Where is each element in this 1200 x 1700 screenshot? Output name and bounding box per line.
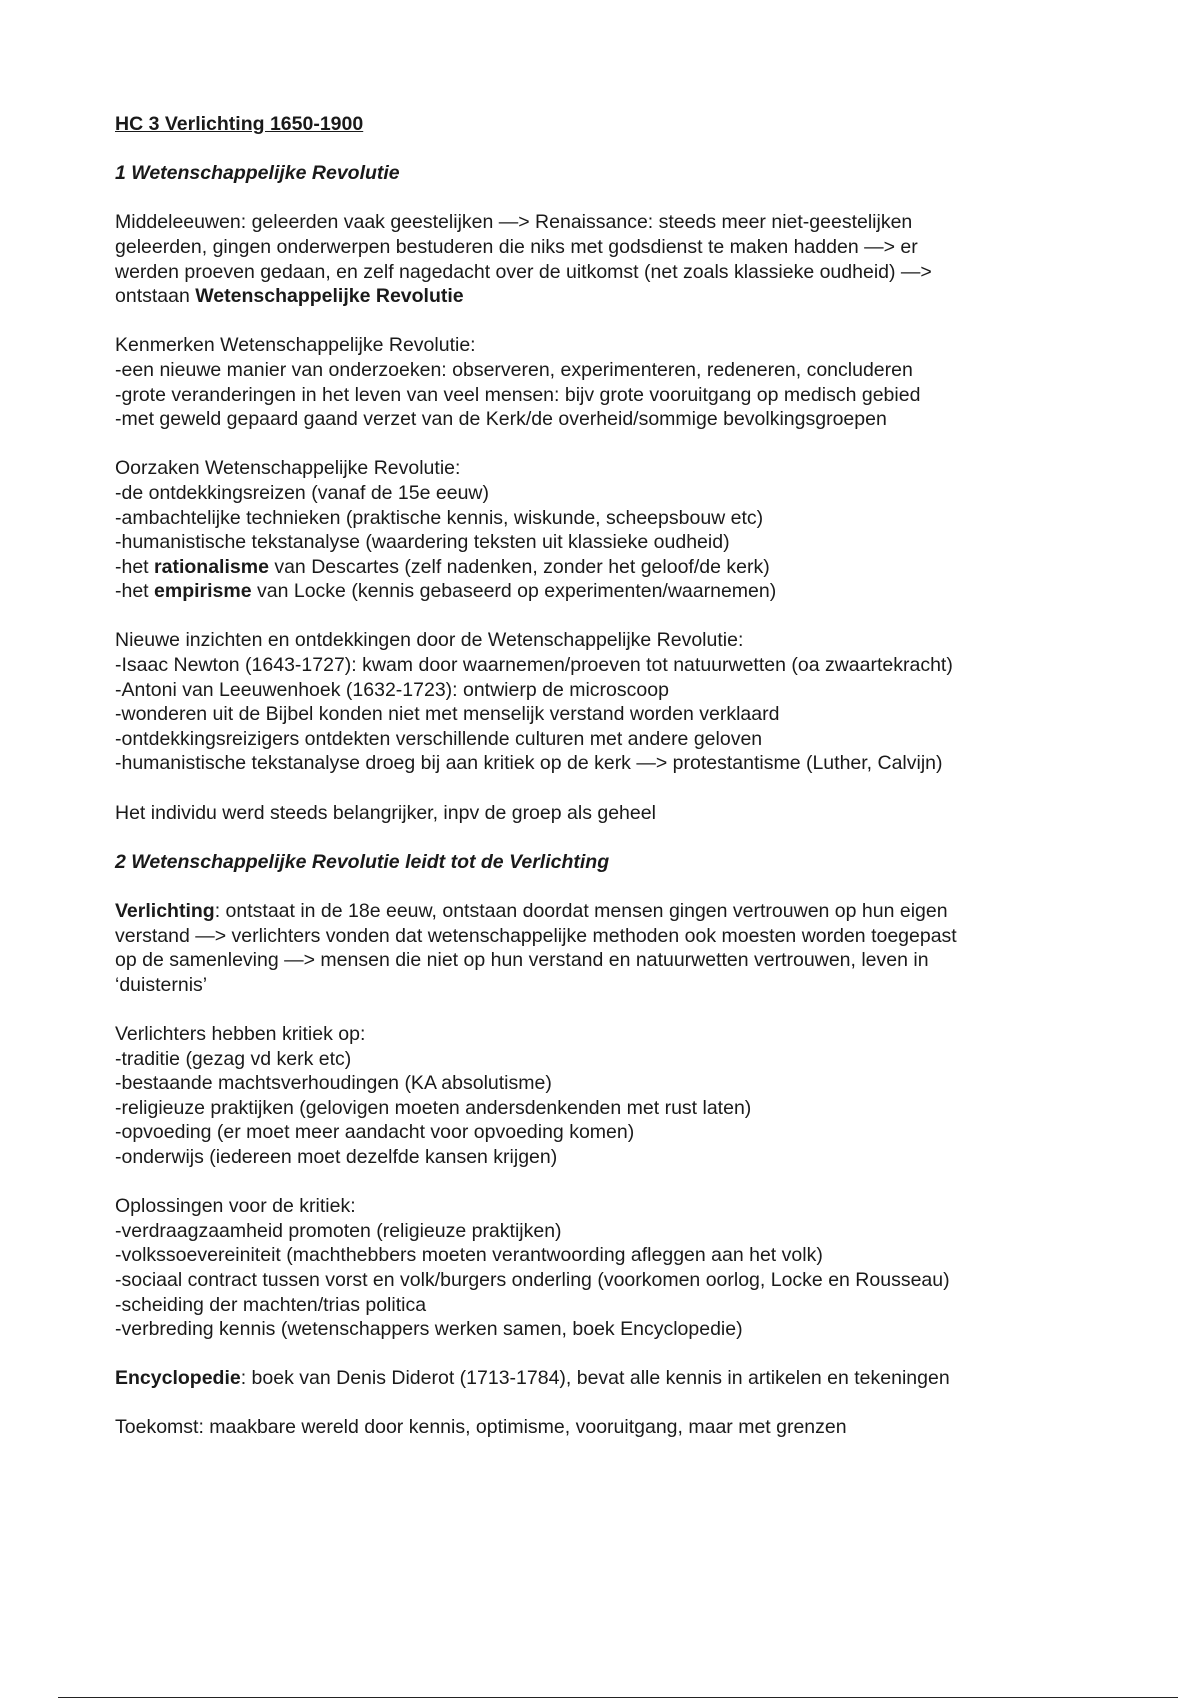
bold-term-rationalisme: rationalisme (154, 555, 269, 578)
bold-term-empirisme: empirisme (154, 580, 252, 603)
list-item: -opvoeding (er moet meer aandacht voor opvoeding komen) (115, 1121, 635, 1144)
list-item: -sociaal contract tussen vorst en volk/burgers onderling (voorkomen oorlog, Locke en Rousseau) (115, 1268, 950, 1291)
list-item: -traditie (gezag vd kerk etc) (115, 1047, 352, 1070)
inzichten-heading: Nieuwe inzichten en ontdekkingen door de Wetenschappelijke Revolutie: (115, 629, 744, 652)
verlichting-line: op de samenleving —> mensen die niet op hun verstand en natuurwetten vertrouwen, leven in (115, 949, 929, 972)
list-item: -religieuze praktijken (gelovigen moeten andersdenkenden met rust laten) (115, 1096, 752, 1119)
list-item: -bestaande machtsverhoudingen (KA absolutisme) (115, 1072, 552, 1095)
toekomst-paragraph: Toekomst: maakbare wereld door kennis, optimisme, vooruitgang, maar met grenzen (115, 1416, 847, 1439)
list-item: -ontdekkingsreizigers ontdekten verschillende culturen met andere geloven (115, 727, 763, 750)
list-item: -verbreding kennis (wetenschappers werken samen, boek Encyclopedie) (115, 1318, 743, 1341)
list-item: -wonderen uit de Bijbel konden niet met menselijk verstand worden verklaard (115, 703, 780, 726)
list-item: -verdraagzaamheid promoten (religieuze praktijken) (115, 1219, 562, 1242)
list-item: -ambachtelijke technieken (praktische kennis, wiskunde, scheepsbouw etc) (115, 506, 764, 529)
list-item-text: van Descartes (zelf nadenken, zonder het geloof/de kerk) (268, 555, 770, 578)
verlichting-paragraph (115, 899, 1115, 997)
oorzaken-list (115, 456, 1115, 604)
list-item: -Antoni van Leeuwenhoek (1632-1723): ontwierp de microscoop (115, 678, 669, 701)
list-item-text: van Locke (kennis gebaseerd op experimenten/waarnemen) (251, 580, 777, 603)
list-item: -Isaac Newton (1643-1727): kwam door waarnemen/proeven tot natuurwetten (oa zwaartekracht) (115, 654, 953, 677)
list-item-text: -het (115, 580, 155, 603)
list-item: -de ontdekkingsreizen (vanaf de 15e eeuw) (115, 481, 489, 504)
intro-line: werden proeven gedaan, en zelf nagedacht over de uitkomst (net zoals klassieke oudheid) —> (115, 260, 932, 283)
kritiek-list (115, 1022, 1115, 1170)
intro-line (115, 284, 1115, 309)
bold-term-verlichting: Verlichting (115, 900, 215, 922)
list-item: -grote veranderingen in het leven van veel mensen: bijv grote vooruitgang op medisch gebied (115, 383, 921, 406)
individu-paragraph: Het individu werd steeds belangrijker, inpv de groep als geheel (115, 801, 656, 824)
list-item (115, 579, 1115, 604)
intro-line-text: ontstaan (115, 285, 196, 308)
kenmerken-heading: Kenmerken Wetenschappelijke Revolutie: (115, 334, 476, 357)
bold-term-encyclopedie: Encyclopedie (115, 1367, 241, 1390)
section-1-intro (115, 210, 1115, 308)
intro-line: Middeleeuwen: geleerden vaak geestelijken —> Renaissance: steeds meer niet-geestelijken (115, 211, 913, 234)
verlichting-text: : ontstaat in de 18e eeuw, ontstaan doordat mensen gingen vertrouwen op hun eigen (214, 900, 948, 922)
document-page (115, 112, 1115, 1465)
inzichten-list (115, 628, 1115, 776)
list-item: -met geweld gepaard gaand verzet van de Kerk/de overheid/sommige bevolkingsgroepen (115, 408, 887, 431)
encyclopedie-text: : boek van Denis Diderot (1713-1784), bevat alle kennis in artikelen en tekeningen (240, 1367, 950, 1390)
oplossingen-heading: Oplossingen voor de kritiek: (115, 1195, 356, 1218)
intro-bold-term: Wetenschappelijke Revolutie (195, 285, 464, 308)
oplossingen-list (115, 1194, 1115, 1342)
verlichting-line: verstand —> verlichters vonden dat wetenschappelijke methoden ook moesten worden toegepast (115, 924, 957, 947)
section-2-heading: 2 Wetenschappelijke Revolutie leidt tot de Verlichting (115, 850, 610, 873)
document-title: HC 3 Verlichting 1650-1900 (115, 113, 364, 135)
list-item (115, 555, 1115, 580)
list-item: -volkssoevereiniteit (machthebbers moeten verantwoording afleggen aan het volk) (115, 1244, 823, 1267)
list-item: -humanistische tekstanalyse droeg bij aan kritiek op de kerk —> protestantisme (Luther, Calvijn) (115, 752, 943, 775)
kenmerken-list (115, 333, 1115, 431)
intro-line: geleerden, gingen onderwerpen bestuderen die niks met godsdienst te maken hadden —> er (115, 235, 918, 258)
kritiek-heading: Verlichters hebben kritiek op: (115, 1022, 366, 1045)
list-item: -scheiding der machten/trias politica (115, 1293, 427, 1316)
footer-divider (58, 1697, 1178, 1698)
list-item: -humanistische tekstanalyse (waardering teksten uit klassieke oudheid) (115, 531, 730, 554)
list-item-text: -het (115, 555, 155, 578)
encyclopedie-paragraph (115, 1366, 1115, 1391)
oorzaken-heading: Oorzaken Wetenschappelijke Revolutie: (115, 457, 461, 480)
verlichting-line (115, 899, 1115, 924)
section-1-heading: 1 Wetenschappelijke Revolutie (115, 162, 400, 185)
verlichting-line: ‘duisternis’ (115, 973, 208, 996)
list-item: -onderwijs (iedereen moet dezelfde kansen krijgen) (115, 1145, 558, 1168)
list-item: -een nieuwe manier van onderzoeken: observeren, experimenteren, redeneren, concluderen (115, 358, 913, 381)
